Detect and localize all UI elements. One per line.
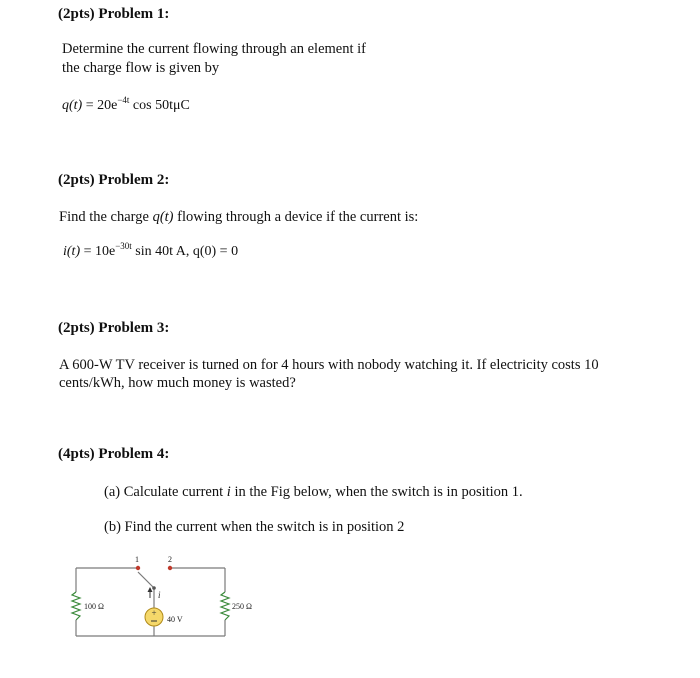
problem-1-heading: (2pts) Problem 1: [58, 6, 170, 22]
text-part: flowing through a device if the current is: [173, 209, 419, 225]
problem-4-heading: (4pts) Problem 4: [58, 446, 170, 462]
text-part: (a) Calculate current [104, 484, 227, 500]
switch-contact-1 [136, 566, 140, 570]
switch-contact-2 [168, 566, 172, 570]
eq-part: = 20e [82, 98, 118, 113]
problem-4-part-b: (b) Find the current when the switch is in position 2 [104, 519, 405, 535]
switch-position-2-label: 2 [168, 555, 172, 564]
eq-lhs: i(t) [63, 244, 81, 259]
problem-3-heading: (2pts) Problem 3: [58, 320, 170, 336]
resistor-right-label: 250 Ω [232, 602, 252, 611]
problem-2-equation [63, 241, 239, 260]
problem-3-text-line-2: cents/kWh, how much money is wasted? [59, 375, 296, 391]
switch-arm [138, 572, 154, 588]
switch-pivot [152, 586, 156, 590]
resistor-left-label: 100 Ω [84, 602, 104, 611]
problem-1-text-line-1: Determine the current flowing through an element if [62, 41, 366, 57]
source-plus-icon: + [151, 608, 157, 618]
text-var: i [226, 484, 231, 500]
resistor-right-icon [221, 592, 229, 620]
problem-1-equation [62, 95, 190, 114]
text-part: in the Fig below, when the switch is in position 1. [230, 484, 523, 500]
source-voltage-label: 40 V [167, 615, 183, 624]
switch-position-1-label: 1 [135, 555, 139, 564]
problem-4-part-a [104, 483, 523, 501]
eq-exponent: −30t [115, 241, 132, 251]
eq-part: cos 50tμC [129, 98, 190, 113]
eq-exponent: −4t [117, 95, 130, 105]
problem-2-heading: (2pts) Problem 2: [58, 172, 170, 188]
eq-lhs: q(t) [62, 98, 83, 113]
problem-3-text-line-1: A 600-W TV receiver is turned on for 4 hours with nobody watching it. If electricity costs 10 [59, 357, 599, 373]
eq-part: = 10e [80, 244, 116, 259]
eq-part: sin 40t A, q(0) = 0 [131, 244, 239, 259]
problem-1-text-line-2: the charge flow is given by [62, 60, 220, 76]
circuit-diagram [58, 548, 278, 644]
problem-2-text [59, 208, 418, 226]
resistor-left-icon [72, 592, 80, 620]
text-part: Find the charge [59, 209, 153, 225]
current-label: i [158, 590, 161, 600]
current-arrowhead-icon [148, 587, 153, 592]
text-var: q(t) [152, 209, 174, 225]
